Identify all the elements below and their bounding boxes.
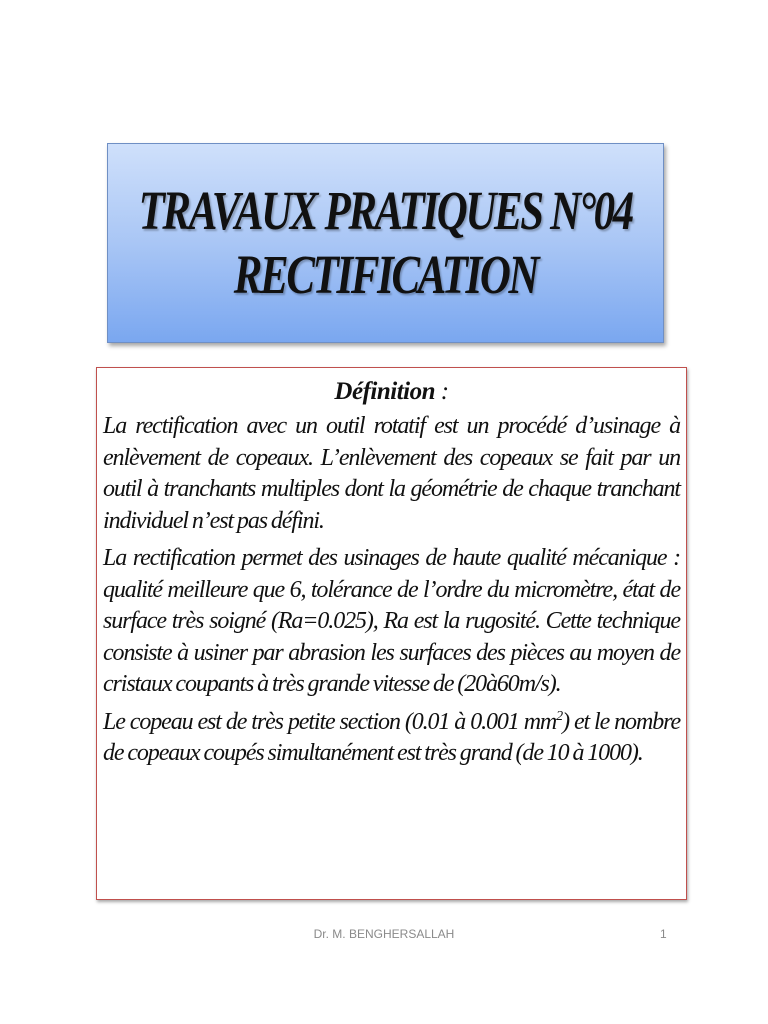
title-line-1: TRAVAUX PRATIQUES N°04 [138, 180, 633, 241]
definition-heading-colon: : [435, 378, 449, 405]
paragraph-1: La rectification avec un outil rotatif est un procédé d’usinage à enlèvement de copeaux. L’enlèvement des copeaux se fait par un outil à tranchants multiples dont la géométrie de chaque tranchant individuel n’est pas défini. [103, 413, 680, 534]
paragraph-2: La rectification permet des usinages de haute qualité mécanique : qualité meilleure que 6, tolérance de l’ordre du micromètre, état de surface très soigné (Ra=0.025), Ra est la rugosité. Cette technique consiste à usiner par abrasion les surfaces des pièces au moyen de cristaux coupants à très grande vitesse de (20à60m/s). [103, 545, 680, 697]
paragraph-3-superscript: 2 [556, 708, 563, 724]
definition-heading-label: Définition [334, 378, 435, 405]
page-number: 1 [660, 927, 667, 941]
title-box [107, 143, 664, 343]
paragraph-3 [103, 707, 680, 770]
definition-box [96, 367, 687, 900]
footer-author: Dr. M. BENGHERSALLAH [313, 927, 455, 941]
paragraph-3-part-b: ) et le nombre de copeaux coupés simultanément est très grand (de 10 à 1000). [103, 708, 680, 766]
paragraph-3-part-a: Le copeau est de très petite section (0.01 à 0.001 mm [103, 708, 557, 735]
title-line-2: RECTIFICATION [233, 244, 538, 305]
definition-heading [103, 376, 680, 408]
